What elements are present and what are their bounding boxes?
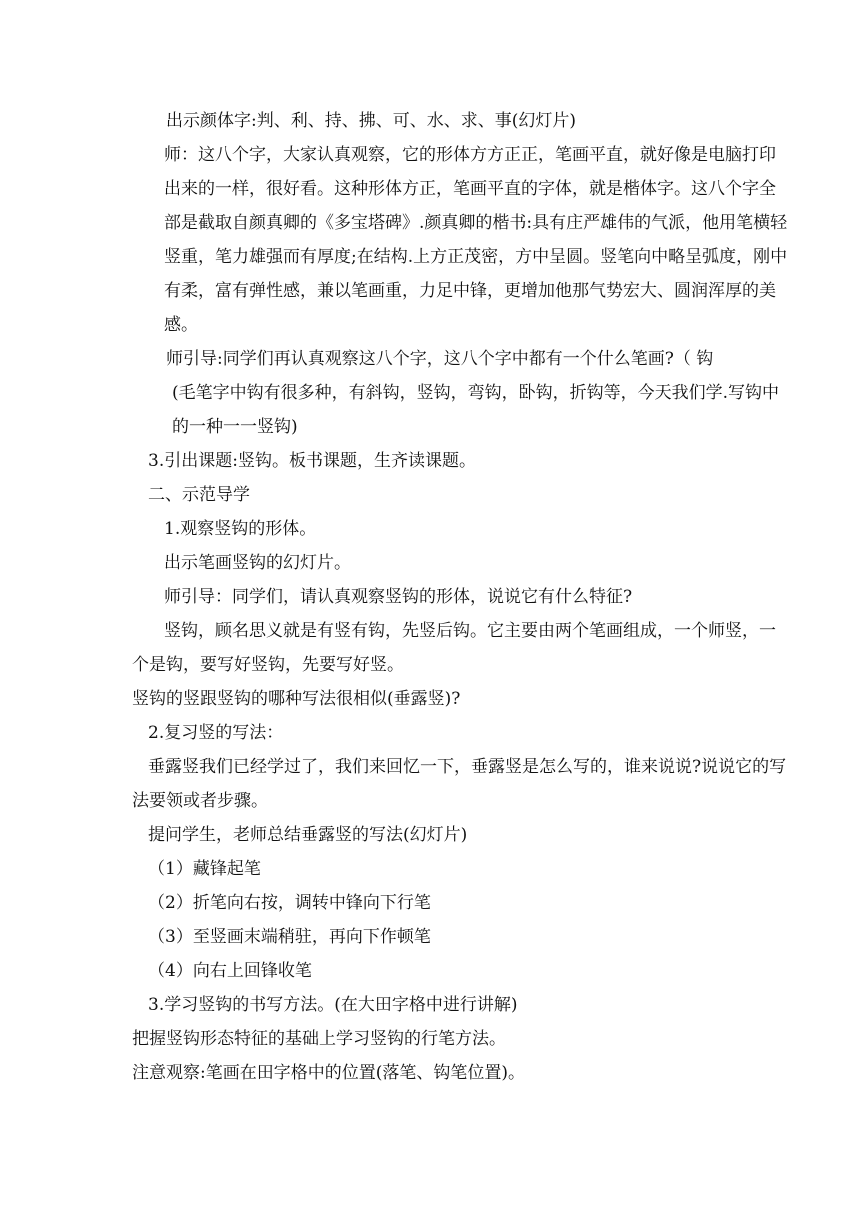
paragraph-vertical-hook-meaning: 竖钩，顾名思义就是有竖有钩，先竖后钩。它主要由两个笔画组成，一个师竖，一个是钩，要写好竖钩，先要写好竖。: [132, 621, 776, 675]
paragraph-topic-intro: 3.引出课题:竖钩。板书课题，生齐读课题。: [148, 451, 476, 471]
paragraph-show-slide: 出示笔画竖钩的幻灯片。: [164, 553, 351, 573]
paragraph-review-question: 垂露竖我们已经学过了，我们来回忆一下，垂露竖是怎么写的，谁来说说?说说它的写法要领或者步骤。: [132, 757, 787, 811]
step-2: （2）折笔向右按，调转中锋向下行笔: [148, 893, 431, 913]
paragraph-show-characters: 出示颜体字:判、利、持、拂、可、水、求、事(幻灯片): [166, 111, 576, 131]
step-1: （1）藏锋起笔: [148, 859, 261, 879]
paragraph-hook-types: (毛笔字中钩有很多种，有斜钩，竖钩，弯钩，卧钩，折钩等，今天我们学.写钩中的一种一一竖钩): [172, 383, 780, 437]
paragraph-learn-method: 3.学习竖钩的书写方法。(在大田字格中进行讲解): [148, 995, 518, 1015]
paragraph-attention-position: 注意观察:笔画在田字格中的位置(落笔、钩笔位置)。: [132, 1063, 525, 1083]
section-heading-demo: 二、示范导学: [148, 485, 250, 505]
document-body: [132, 104, 792, 1090]
paragraph-summary: 提问学生，老师总结垂露竖的写法(幻灯片): [148, 825, 468, 845]
paragraph-teacher-explanation: [132, 138, 792, 342]
step-4: （4）向右上回锋收笔: [148, 961, 312, 981]
paragraph-teacher-guide-hook: 师引导:同学们再认真观察这八个字，这八个字中都有一个什么笔画?（ 钩: [166, 349, 714, 369]
step-3: （3）至竖画末端稍驻，再向下作顿笔: [148, 927, 431, 947]
paragraph-question-similar: 竖钩的竖跟竖钩的哪种写法很相似(垂露竖)?: [132, 689, 461, 709]
paragraph-grasp-method: 把握竖钩形态特征的基础上学习竖钩的行笔方法。: [132, 1029, 506, 1049]
paragraph-review-heading: 2.复习竖的写法：: [148, 723, 284, 743]
paragraph-teacher-explanation-text: 师：这八个字，大家认真观察，它的形体方方正正，笔画平直，就好像是电脑打印出来的一样，很好看。这种形体方正，笔画平直的字体，就是楷体字。这八个字全部是截取自颜真卿的《多宝塔碑》.颜真卿的楷书:具有庄严雄伟的气派，他用笔横轻竖重，笔力雄强而有厚度;在结构.上方正茂密，方中呈圆。竖笔向中略呈弧度，刚中有柔，富有弹性感，兼以笔画重，力足中锋，更增加他那气势宏大、圆润浑厚的美感。: [164, 145, 788, 335]
paragraph-teacher-guide-shape: 师引导：同学们，请认真观察竖钩的形体，说说它有什么特征?: [164, 587, 633, 607]
paragraph-observe-shape: 1.观察竖钩的形体。: [164, 519, 317, 539]
